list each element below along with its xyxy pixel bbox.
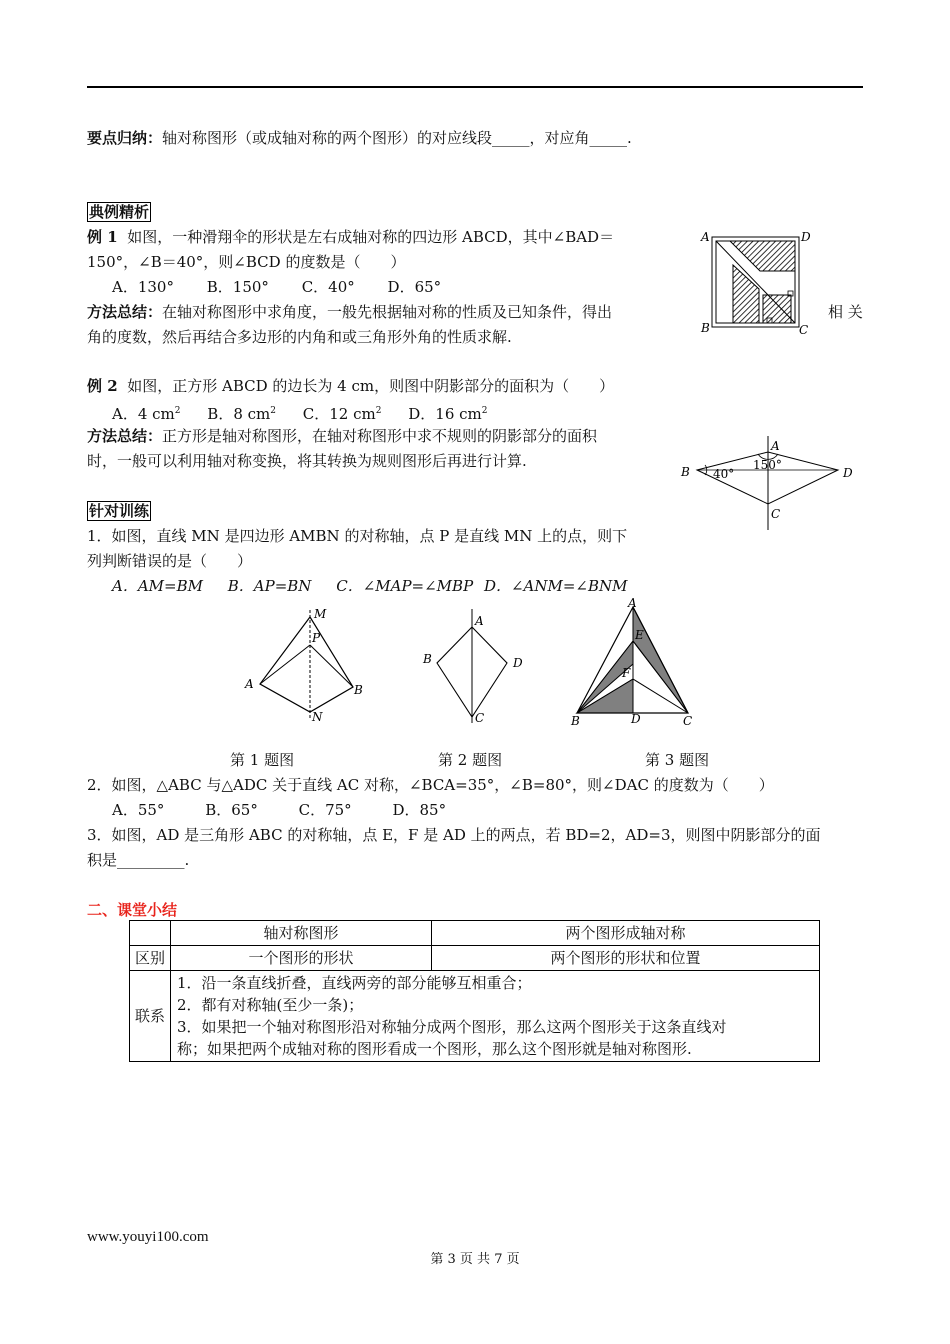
key-points bbox=[87, 128, 632, 148]
fig1-label-m: M bbox=[314, 607, 327, 621]
example2-label: 例 2 bbox=[87, 377, 118, 395]
kite-angle-b: 40° bbox=[713, 467, 735, 481]
summary-link-item-1: 1．沿一条直线折叠，直线两旁的部分能够互相重合； bbox=[177, 974, 532, 992]
fig3-label-b: B bbox=[571, 714, 580, 728]
kite-angle-a: 150° bbox=[753, 458, 782, 472]
footer-page-number: 第 3 页 共 7 页 bbox=[430, 1252, 520, 1267]
example2-option-d-power: 2 bbox=[481, 406, 488, 416]
example2-method-line2: 时，一般可以利用轴对称变换，将其转换为规则图形后再进行计算. bbox=[87, 452, 527, 470]
key-points-text: 轴对称图形（或成轴对称的两个图形）的对应线段_____，对应角_____. bbox=[162, 129, 632, 147]
summary-diff-label: 区别 bbox=[130, 946, 171, 971]
example1-method-line1 bbox=[87, 302, 612, 322]
q2-line1: 2．如图，△ABC 与△ADC 关于直线 AC 对称，∠BCA=35°，∠B=80°，则∠DAC 的度数为（ ） bbox=[87, 776, 774, 794]
fig3-label-d: D bbox=[631, 712, 641, 726]
key-points-label: 要点归纳： bbox=[87, 129, 163, 147]
kite-label-b: B bbox=[681, 465, 690, 479]
example1-method-text: 在轴对称图形中求角度，一般先根据轴对称的性质及已知条件，得出 bbox=[162, 303, 613, 321]
fig3-label-f: F bbox=[622, 666, 631, 680]
example2-options bbox=[112, 401, 488, 424]
example1-option-b: B．150° bbox=[206, 278, 269, 296]
fig3-caption: 第 3 题图 bbox=[645, 751, 710, 769]
summary-table-diff-row bbox=[130, 946, 820, 971]
fig1-label-a: A bbox=[245, 677, 254, 691]
square-label-d: D bbox=[801, 230, 811, 244]
training-heading-label: 针对训练 bbox=[89, 502, 150, 520]
summary-link-content bbox=[171, 971, 820, 1062]
example2-option-d: D．16 cm bbox=[408, 405, 482, 423]
hatch-left bbox=[733, 265, 759, 323]
example1-label: 例 1 bbox=[87, 228, 118, 246]
example2-option-c: C．12 cm bbox=[302, 405, 376, 423]
fig1-quadrilateral bbox=[260, 617, 353, 712]
q1-line1: 1．如图，直线 MN 是四边形 AMBN 的对称轴，点 P 是直线 MN 上的点，则下 bbox=[87, 527, 628, 545]
example1-option-a: A．130° bbox=[112, 278, 174, 296]
example2-text1: 如图，正方形 ABCD 的边长为 4 cm，则图中阴影部分的面积为（ ） bbox=[127, 377, 615, 395]
summary-link-item-2: 2．都有对称轴(至少一条)； bbox=[177, 996, 364, 1014]
fig3-label-a: A bbox=[628, 597, 637, 610]
summary-table-header-row bbox=[130, 921, 820, 946]
square-label-b: B bbox=[701, 321, 710, 335]
q1-option-b: B．AP=BN bbox=[227, 577, 312, 595]
q1-options bbox=[112, 576, 628, 596]
summary-link-item-3: 3．如果把一个轴对称图形沿对称轴分成两个图形，那么这两个图形关于这条直线对 bbox=[177, 1018, 727, 1036]
fig2-label-d: D bbox=[513, 656, 523, 670]
fig1-caption: 第 1 题图 bbox=[230, 751, 295, 769]
example2-method-line1 bbox=[87, 426, 597, 446]
kite-label-a: A bbox=[771, 439, 780, 453]
summary-table-link-row bbox=[130, 971, 820, 1062]
fig1-figure bbox=[240, 602, 380, 727]
summary-table bbox=[129, 920, 820, 1062]
summary-link-label: 联系 bbox=[130, 971, 171, 1062]
q3-line2: 积是_________. bbox=[87, 851, 190, 869]
q1-line2: 列判断错误的是（ ） bbox=[87, 552, 253, 570]
kite-label-c: C bbox=[771, 507, 781, 521]
footer-url[interactable]: www.youyi100.com bbox=[87, 1229, 209, 1245]
fig2-figure bbox=[415, 605, 530, 730]
example2-option-c-power: 2 bbox=[375, 406, 382, 416]
example2-option-a: A．4 cm bbox=[112, 405, 175, 423]
example1-option-d: D．65° bbox=[387, 278, 442, 296]
fig3-line-ec bbox=[633, 641, 688, 713]
example1-method-line2: 角的度数，然后再结合多边形的内角和或三角形外角的性质求解. bbox=[87, 328, 512, 346]
example2-option-b: B．8 cm bbox=[207, 405, 271, 423]
fig2-caption: 第 2 题图 bbox=[438, 751, 503, 769]
q2-option-c: C．75° bbox=[298, 801, 352, 819]
example1-options bbox=[112, 277, 441, 297]
fig1-label-p: P bbox=[312, 631, 321, 645]
example1-line1 bbox=[87, 227, 614, 247]
q2-option-a: A．55° bbox=[112, 801, 165, 819]
summary-link-item-4: 称；如果把两个成轴对称的图形看成一个图形，那么这个图形就是轴对称图形. bbox=[177, 1040, 692, 1058]
example2-option-a-power: 2 bbox=[174, 406, 181, 416]
fig2-label-b: B bbox=[423, 652, 432, 666]
example1-line2: 150°，∠B＝40°，则∠BCD 的度数是（ ） bbox=[87, 253, 406, 271]
kite-figure bbox=[675, 432, 865, 534]
summary-header-col1: 轴对称图形 bbox=[171, 921, 432, 946]
q1-option-a: A．AM=BM bbox=[112, 577, 203, 595]
fig3-label-e: E bbox=[635, 628, 644, 642]
summary-table-corner bbox=[130, 921, 171, 946]
example2-option-b-power: 2 bbox=[270, 406, 276, 416]
example1-method-tail: 相 关 bbox=[828, 303, 863, 321]
example2-line1 bbox=[87, 376, 614, 396]
example1-option-c: C．40° bbox=[301, 278, 355, 296]
q2-option-d: D．85° bbox=[392, 801, 447, 819]
q1-option-d: D．∠ANM=∠BNM bbox=[483, 577, 628, 595]
training-heading bbox=[87, 501, 151, 521]
example1-method-label: 方法总结： bbox=[87, 303, 163, 321]
fig3-figure bbox=[565, 597, 705, 729]
hatch-top bbox=[730, 241, 795, 271]
summary-diff-col1: 一个图形的形状 bbox=[171, 946, 432, 971]
kite-label-d: D bbox=[843, 466, 853, 480]
square-label-c: C bbox=[799, 323, 809, 337]
example1-text1: 如图，一种滑翔伞的形状是左右成轴对称的四边形 ABCD，其中∠BAD＝ bbox=[127, 228, 615, 246]
summary-header-col2: 两个图形成轴对称 bbox=[432, 921, 820, 946]
fig1-label-n: N bbox=[312, 710, 323, 724]
fig2-label-c: C bbox=[475, 711, 485, 725]
q3-line1: 3．如图，AD 是三角形 ABC 的对称轴，点 E，F 是 AD 上的两点，若 BD=2，AD=3，则图中阴影部分的面 bbox=[87, 826, 821, 844]
fig3-label-c: C bbox=[683, 714, 693, 728]
square-label-a: A bbox=[701, 230, 710, 244]
fig1-label-b: B bbox=[354, 683, 363, 697]
class-summary-heading: 二、课堂小结 bbox=[87, 901, 178, 919]
header-rule bbox=[87, 86, 863, 88]
q2-option-b: B．65° bbox=[205, 801, 258, 819]
q2-options bbox=[112, 800, 446, 820]
summary-diff-col2: 两个图形的形状和位置 bbox=[432, 946, 820, 971]
example2-method-label: 方法总结： bbox=[87, 427, 163, 445]
q1-option-c: C．∠MAP=∠MBP bbox=[336, 577, 474, 595]
example2-method-text: 正方形是轴对称图形，在轴对称图形中求不规则的阴影部分的面积 bbox=[162, 427, 598, 445]
examples-heading-label: 典例精析 bbox=[89, 203, 150, 221]
examples-heading bbox=[87, 202, 151, 222]
fig2-label-a: A bbox=[475, 614, 484, 628]
square-figure bbox=[695, 225, 815, 340]
